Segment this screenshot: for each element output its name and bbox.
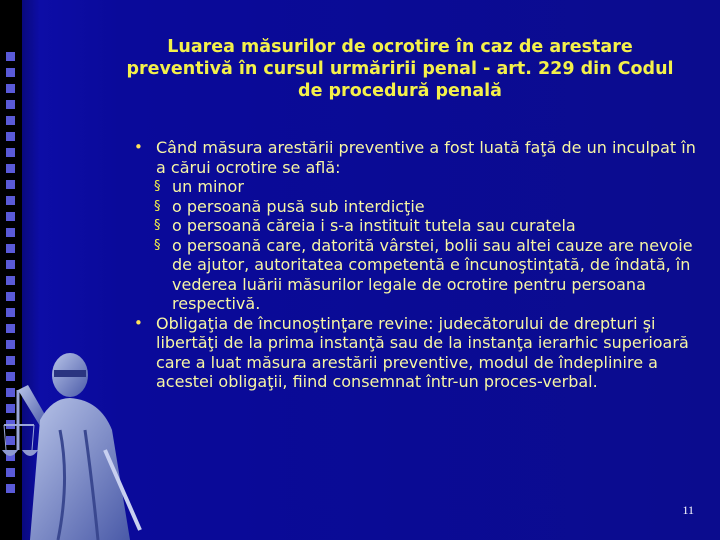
sub-item-text: o persoană căreia i s-a instituit tutela sau curatela xyxy=(172,216,576,235)
justice-statue-image xyxy=(0,330,150,540)
square-bullet-icon: § xyxy=(154,179,161,194)
page-number: 11 xyxy=(682,503,694,517)
bullet-dot-icon: • xyxy=(134,313,143,332)
title-line-1: Luarea măsurilor de ocrotire în caz de arestare xyxy=(167,37,633,57)
sub-item xyxy=(140,177,700,197)
square-bullet-icon: § xyxy=(154,198,161,214)
sub-item-text: un minor xyxy=(172,177,244,196)
square-bullet-icon: § xyxy=(154,237,161,253)
sub-item xyxy=(140,197,700,217)
bullet-item xyxy=(134,313,700,392)
title-line-2: preventivă în cursul urmăririi penal - art. 229 din Codul xyxy=(126,59,674,79)
bullet-text: Când măsura arestării preventive a fost luată faţă de un inculpat în a cărui ocrotire se află: xyxy=(156,138,696,177)
title-line-3: de procedură penală xyxy=(298,81,502,101)
bullet-dot-icon: • xyxy=(134,138,143,156)
slide-content xyxy=(134,138,700,392)
bullet-item xyxy=(134,138,700,177)
sub-item xyxy=(140,216,700,236)
sub-item xyxy=(140,236,700,314)
square-bullet-icon: § xyxy=(154,218,161,233)
sub-item-text: o persoană pusă sub interdicţie xyxy=(172,196,425,216)
bullet-text: Obligaţia de încunoştinţare revine: judecătorului de drepturi şi libertăţi de la prima instanţă sau de la instanţa ierarhic superioară care a luat măsura arestării preventive, modul de îndeplinire a acestei obligaţii, fiind consemnat într-un proces-verbal. xyxy=(156,313,689,391)
slide-title xyxy=(120,36,680,102)
sub-item-text: o persoană care, datorită vârstei, bolii sau altei cauze are nevoie de ajutor, autoritatea competentă e încunoştinţată, de îndată, în vederea luării măsurilor legale de ocrotire pentru persoana respectivă. xyxy=(172,235,693,313)
